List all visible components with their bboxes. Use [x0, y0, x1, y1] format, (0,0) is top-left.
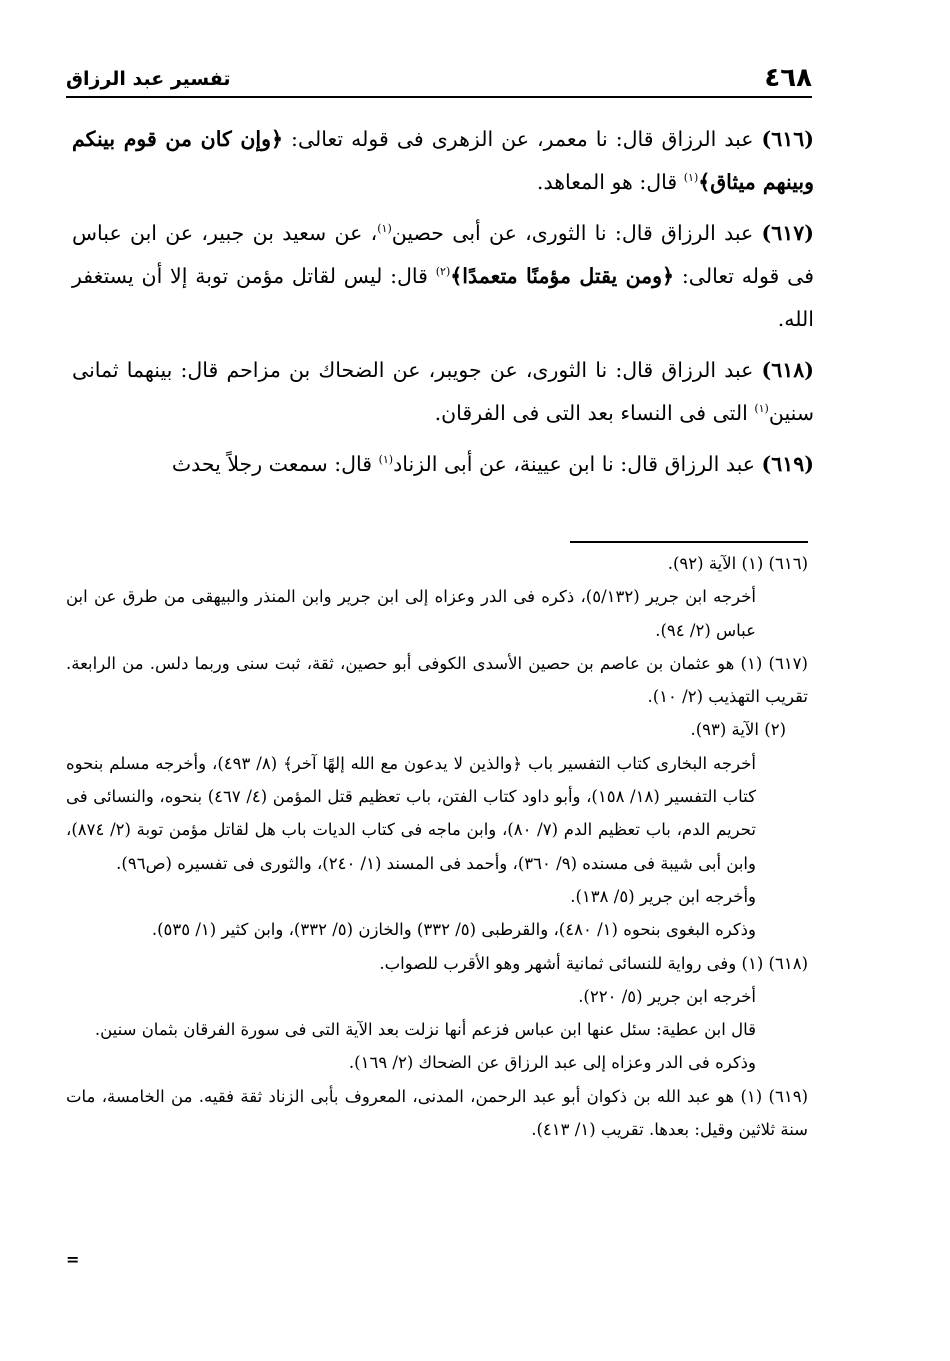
footnote-ref: (١): [754, 402, 769, 416]
entry-number: (٦١٧): [761, 221, 814, 245]
entry-text: عبد الرزاق قال: نا ابن عيينة، عن أبى الزناد: [393, 452, 762, 476]
page-header: [66, 62, 812, 98]
footnote-line: (٦١٨) (١) وفى رواية للنسائى ثمانية أشهر وهو الأقرب للصواب.: [379, 953, 808, 973]
footnote-line: (٦١٩) (١) هو عبد الله بن ذكوان أبو عبد الرحمن، المدنى، المعروف بأبى الزناد ثقة فقيه. من الخامسة، مات سنة ثلاثين وقيل: بعدها. تقريب (١/ ٤١٣).: [66, 1086, 808, 1140]
entry-number: (٦١٩): [761, 452, 814, 476]
entry-text: ، عن سعيد بن جبير، عن ابن عباس فى قوله تعالى:: [72, 221, 814, 288]
footnotes: [66, 547, 808, 1146]
entry-618: [72, 349, 814, 435]
footnote-line: أخرجه البخارى كتاب التفسير باب ﴿والذين لا يدعون مع الله إلهًا آخر﴾ (٨/ ٤٩٣)، وأخرجه مسلم بنحوه كتاب التفسير (١٨/ ١٥٨)، وأبو داود كتاب الفتن، باب تعظيم قتل المؤمن (٤/ ٤٦٧) بنحوه، والنسائى فى تحريم الدم، باب تعظيم الدم (٧/ ٨٠)، وابن ماجه فى كتاب الديات باب هل لقاتل مؤمن توبة (٢/ ٨٧٤)، وابن أبى شيبة فى مسنده (٩/ ٣٦٠)، وأحمد فى المسند (١/ ٢٤٠)، والثورى فى تفسيره (ص٩٦).: [66, 753, 757, 873]
quran-quote: ﴿ومن يقتل مؤمنًا متعمدًا﴾: [450, 264, 675, 288]
main-text: [72, 118, 814, 494]
footnote-ref: (١): [683, 171, 699, 185]
continuation-mark: =: [66, 1250, 80, 1269]
running-title: تفسير عبد الرزاق: [66, 68, 231, 90]
entry-619: [72, 443, 814, 486]
footnote-separator: [570, 541, 808, 543]
footnote-line: (٢) الآية (٩٣).: [690, 720, 786, 740]
entry-text: عبد الرزاق قال: نا الثورى، عن أبى حصين: [391, 221, 762, 245]
footnote-line: وذكره البغوى بنحوه (١/ ٤٨٠)، والقرطبى (٥/ ٣٣٢) والخازن (٥/ ٣٣٢)، وابن كثير (١/ ٥٣٥).: [151, 920, 756, 940]
entry-text: قال: ليس لقاتل مؤمن توبة إلا أن يستغفر الله.: [72, 264, 814, 331]
entry-617: [72, 212, 814, 341]
footnote-line: (٦١٧) (١) هو عثمان بن عاصم بن حصين الأسدى الكوفى أبو حصين، ثقة، ثبت سنى وربما دلس. من الرابعة. تقريب التهذيب (٢/ ١٠).: [66, 653, 808, 707]
footnote-ref: (١): [377, 222, 392, 236]
entry-text: التى فى النساء بعد التى فى الفرقان.: [434, 401, 755, 425]
page-number: ٤٦٨: [764, 63, 812, 93]
entry-text: قال: سمعت رجلاً يحدث: [171, 452, 379, 476]
footnote-ref: (١): [378, 453, 394, 467]
quran-quote: ﴿وإن كان من قوم بينكم وبينهم ميثاق﴾: [72, 127, 814, 194]
entry-text: عبد الرزاق قال: نا معمر، عن الزهرى فى قوله تعالى:: [283, 127, 762, 151]
footnote-line: قال ابن عطية: سئل عنها ابن عباس فزعم أنها نزلت بعد الآية التى فى سورة الفرقان بثمان سنين.: [94, 1020, 756, 1040]
footnote-line: وذكره فى الدر وعزاه إلى عبد الرزاق عن الضحاك (٢/ ١٦٩).: [348, 1053, 756, 1073]
footnote-ref: (٢): [435, 265, 451, 279]
entry-text: قال: هو المعاهد.: [536, 170, 684, 194]
entry-number: (٦١٦): [761, 127, 814, 151]
entry-text: عبد الرزاق قال: نا الثورى، عن جويبر، عن الضحاك بن مزاحم قال: بينهما ثمانى سنين: [72, 358, 814, 425]
entry-number: (٦١٨): [761, 358, 814, 382]
entry-616: [72, 118, 814, 204]
footnote-line: (٦١٦) (١) الآية (٩٢).: [667, 554, 808, 573]
footnote-line: أخرجه ابن جرير (٥/١٣٢)، ذكره فى الدر وعزاه إلى ابن جرير وابن المنذر والبيهقى من طرق عن ابن عباس (٢/ ٩٤).: [66, 587, 757, 640]
footnote-line: أخرجه ابن جرير (٥/ ٢٢٠).: [578, 986, 756, 1006]
footnote-line: وأخرجه ابن جرير (٥/ ١٣٨).: [570, 886, 756, 906]
